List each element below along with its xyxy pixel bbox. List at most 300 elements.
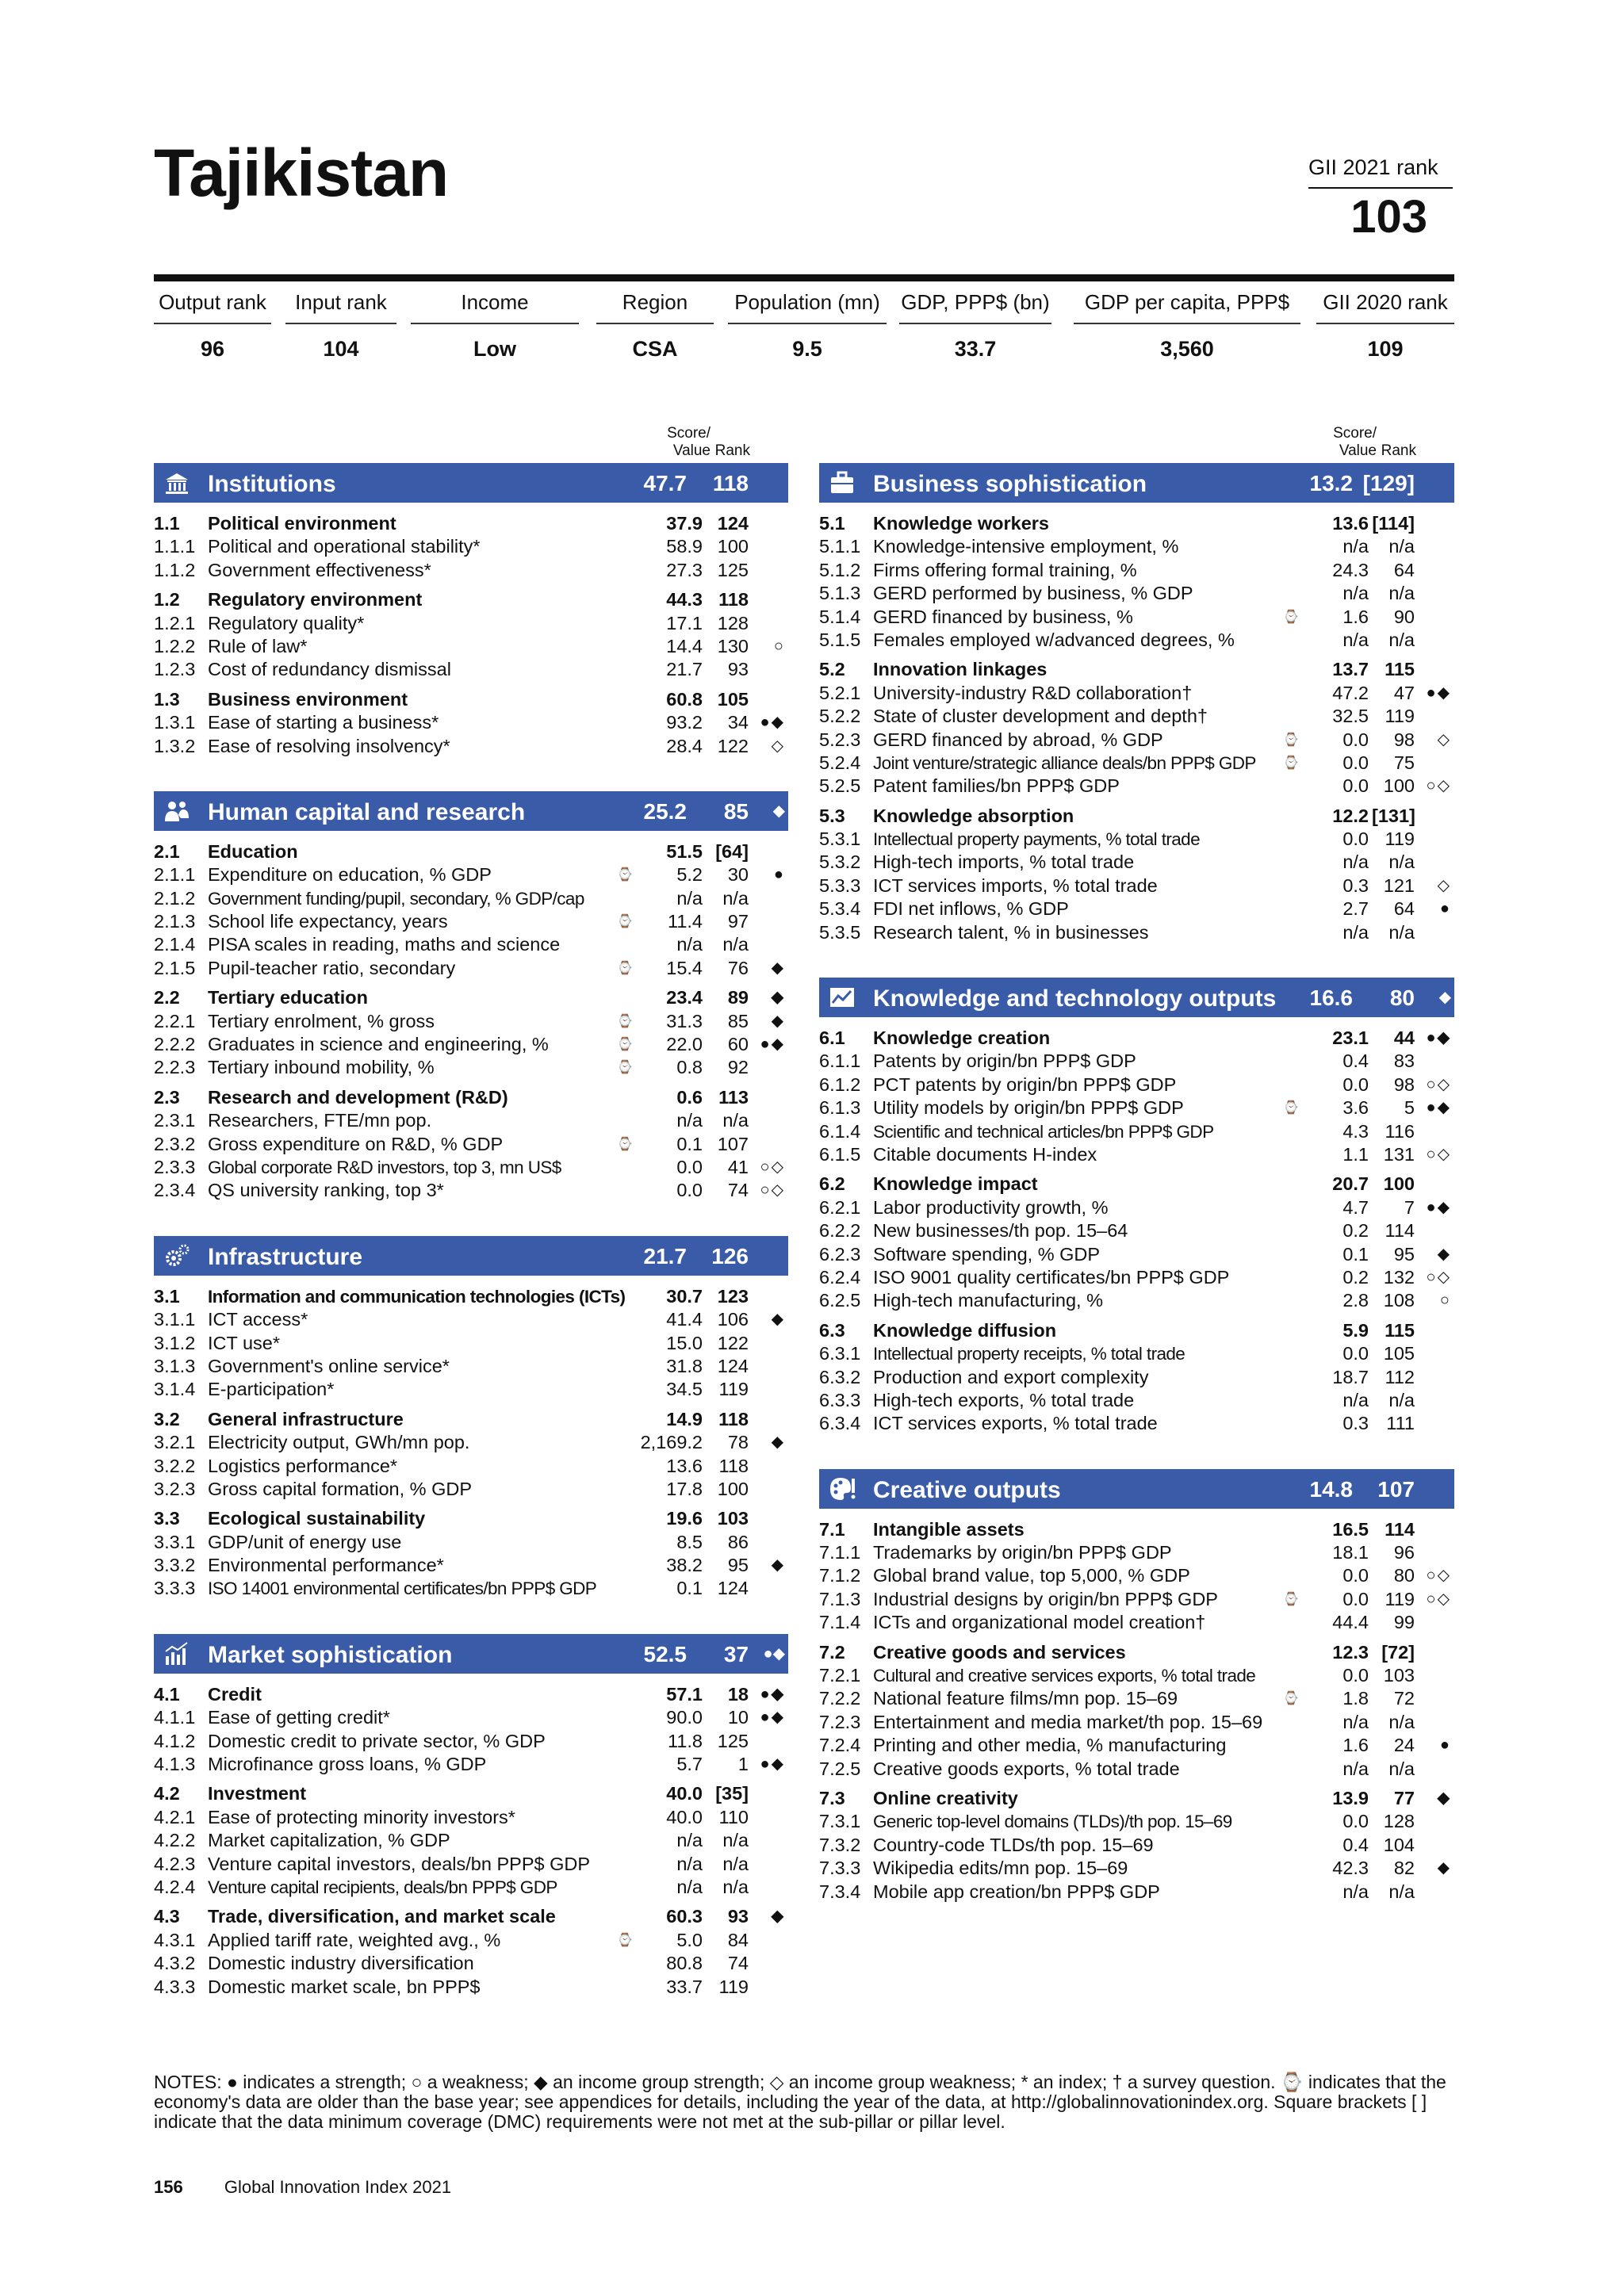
indicator-rank: [35] — [715, 1783, 749, 1804]
indicator-rank: 104 — [1383, 1834, 1415, 1855]
rank-header: Rank — [714, 442, 750, 459]
pillar-score: 16.6 — [1309, 985, 1353, 1011]
indicator-name: Ease of resolving insolvency* — [208, 735, 450, 756]
indicator-rank: 124 — [717, 513, 749, 534]
indicator-rank: [64] — [715, 840, 749, 862]
indicator-rank: n/a — [1388, 536, 1415, 557]
indicator-rank: 84 — [727, 1929, 749, 1950]
indicator-row — [819, 775, 1454, 798]
indicator-name: Intellectual property payments, % total trade — [873, 829, 1200, 850]
indicator-rank: 121 — [1383, 874, 1415, 896]
indicator-row — [154, 1179, 788, 1202]
indicator-name: Labor productivity growth, % — [873, 1196, 1109, 1218]
indicator-name: Ease of getting credit* — [208, 1707, 390, 1728]
indicator-name: Gross capital formation, % GDP — [208, 1478, 473, 1499]
indicator-score: n/a — [1342, 851, 1369, 873]
indicator-rank: 128 — [717, 612, 749, 633]
indicator-row — [819, 1881, 1454, 1904]
indicator-code: 6.3.3 — [819, 1389, 861, 1410]
indicator-name: Software spending, % GDP — [873, 1243, 1101, 1265]
indicator-score: 0.0 — [1342, 1343, 1369, 1364]
indicator-code: 2.1.4 — [154, 934, 196, 955]
indicator-code: 4.2.4 — [154, 1876, 196, 1897]
pillar-rank: 80 — [1389, 985, 1415, 1011]
indicator-score: 0.0 — [1342, 1073, 1369, 1095]
indicator-rank: 77 — [1393, 1787, 1415, 1808]
indicator-row — [154, 1577, 788, 1600]
indicator-row — [154, 1730, 788, 1753]
stat-gdp-per-capita — [1074, 290, 1300, 362]
indicator-code: 7.2.3 — [819, 1711, 861, 1732]
indicator-code: 7.1.4 — [819, 1612, 861, 1633]
indicator-score: 11.4 — [668, 911, 703, 932]
indicator-row — [154, 1033, 788, 1056]
indicator-rank: n/a — [1388, 921, 1415, 943]
indicator-row — [154, 863, 788, 886]
indicator-code: 7.1.2 — [819, 1565, 861, 1586]
indicator-code: 6.2.5 — [819, 1290, 861, 1311]
subpillar-row — [819, 658, 1454, 681]
indicator-code: 1.3.2 — [154, 735, 196, 756]
indicator-rank: 113 — [718, 1086, 749, 1108]
indicator-code: 6.1.4 — [819, 1120, 861, 1142]
indicator-score: 0.1 — [676, 1133, 703, 1154]
indicator-name: ICT use* — [208, 1332, 280, 1353]
indicator-code: 2.1.2 — [154, 887, 196, 909]
indicator-name: University-industry R&D collaboration† — [873, 682, 1193, 703]
indicator-code: 1.2.1 — [154, 612, 196, 633]
indicator-rank: n/a — [1388, 851, 1415, 873]
indicator-rank: n/a — [722, 1876, 749, 1897]
indicator-row — [819, 1289, 1454, 1312]
indicator-code: 4.1.3 — [154, 1754, 196, 1775]
indicator-row — [819, 682, 1454, 705]
indicator-score: 31.8 — [666, 1355, 703, 1376]
indicator-row — [154, 1976, 788, 1999]
indicator-name: ISO 9001 quality certificates/bn PPP$ GDP — [873, 1266, 1230, 1288]
section-gap — [819, 1915, 1454, 1926]
indicator-name: Females employed w/advanced degrees, % — [873, 629, 1235, 650]
indicator-score: 1.6 — [1342, 606, 1369, 627]
section-gap — [154, 1214, 788, 1225]
indicator-name: Government's online service* — [208, 1355, 450, 1376]
indicator-code: 1.2.2 — [154, 635, 196, 656]
indicator-score: 37.9 — [666, 513, 703, 534]
indicator-row — [154, 1554, 788, 1577]
indicator-row — [154, 1876, 788, 1899]
indicator-row — [819, 1196, 1454, 1219]
briefcase-icon — [829, 469, 856, 496]
indicator-rank: 100 — [1383, 775, 1415, 797]
indicator-score: n/a — [1342, 1758, 1369, 1779]
indicator-name: Tertiary inbound mobility, % — [208, 1057, 435, 1078]
indicator-rank: 125 — [717, 559, 749, 580]
indicator-code: 3.1.3 — [154, 1355, 196, 1376]
subpillar-row — [154, 840, 788, 863]
indicator-name: Political and operational stability* — [208, 536, 481, 557]
indicator-rank: n/a — [722, 1853, 749, 1874]
indicator-score: 13.7 — [1332, 659, 1369, 680]
indicator-score: 22.0 — [666, 1034, 703, 1055]
indicator-code: 6.2 — [819, 1173, 845, 1195]
left-column — [154, 463, 788, 2032]
indicator-rank: 83 — [1393, 1050, 1415, 1072]
indicator-rank: 1 — [737, 1754, 749, 1775]
indicator-code: 7.3.2 — [819, 1834, 861, 1855]
indicator-score: 0.0 — [1342, 1565, 1369, 1586]
indicator-rank: 115 — [1385, 1319, 1415, 1341]
stat-income — [411, 290, 579, 362]
indicator-row — [154, 1455, 788, 1478]
stat-value: 33.7 — [954, 337, 997, 361]
indicator-rank: [72] — [1381, 1641, 1415, 1663]
indicator-score: 93.2 — [666, 712, 703, 733]
section-gap — [154, 769, 788, 780]
publication-title: Global Innovation Index 2021 — [224, 2177, 452, 2197]
indicator-score: n/a — [1342, 1881, 1369, 1902]
indicator-score: 23.4 — [666, 987, 703, 1008]
indicator-score: n/a — [676, 887, 703, 909]
indicator-code: 7.2.5 — [819, 1758, 861, 1779]
section-gap — [819, 1458, 1454, 1469]
indicator-code: 6.3.2 — [819, 1366, 861, 1387]
indicator-row — [154, 1156, 788, 1179]
column-header-left — [555, 425, 750, 460]
indicator-row — [819, 1412, 1454, 1435]
indicator-score: 13.9 — [1332, 1787, 1369, 1808]
indicator-row — [819, 729, 1454, 752]
indicator-name: Printing and other media, % manufacturing — [873, 1735, 1227, 1756]
indicator-row — [819, 1758, 1454, 1781]
indicator-code: 5.2.1 — [819, 682, 861, 703]
pillar-name: Business sophistication — [873, 471, 1147, 497]
indicator-name: Domestic credit to private sector, % GDP — [208, 1730, 546, 1751]
indicator-rank: n/a — [1388, 1389, 1415, 1410]
indicator-rank: 118 — [718, 589, 749, 610]
indicator-rank: 74 — [727, 1180, 749, 1201]
indicator-row — [154, 1706, 788, 1729]
indicator-rank: 41 — [727, 1156, 749, 1177]
pillar-name: Market sophistication — [208, 1641, 453, 1668]
indicator-row — [819, 705, 1454, 728]
pillar-rank: 37 — [723, 1641, 749, 1667]
indicator-score: 0.6 — [676, 1086, 703, 1108]
subpillar-row — [819, 1787, 1454, 1810]
indicator-row — [154, 1829, 788, 1852]
indicator-row — [154, 1355, 788, 1378]
indicator-score: 0.0 — [676, 1156, 703, 1177]
indicator-name: Information and communication technologies (ICTs) — [208, 1286, 626, 1307]
indicator-score: n/a — [1342, 629, 1369, 650]
indicator-score: 8.5 — [676, 1531, 703, 1552]
indicator-marks: ○ — [1439, 1292, 1451, 1310]
indicator-code: 2.2 — [154, 987, 180, 1008]
gii-rank-label: GII 2021 rank — [1308, 155, 1438, 179]
indicator-marks: ○◇ — [1426, 1268, 1451, 1286]
stat-population — [728, 290, 887, 362]
indicator-row — [154, 1133, 788, 1156]
indicator-rank: 75 — [1393, 752, 1415, 773]
indicator-name: Production and export complexity — [873, 1366, 1149, 1387]
pillar-score: 21.7 — [643, 1243, 687, 1269]
indicator-score: 32.5 — [1332, 706, 1369, 727]
indicator-name: National feature films/mn pop. 15–69 — [873, 1688, 1178, 1709]
indicator-rank: 119 — [718, 1976, 749, 1997]
indicator-code: 2.2.2 — [154, 1034, 196, 1055]
indicator-name: Industrial designs by origin/bn PPP$ GDP — [873, 1588, 1218, 1609]
indicator-score: 0.2 — [1342, 1266, 1369, 1288]
chart-bars-icon — [163, 1640, 190, 1667]
indicator-row — [819, 1366, 1454, 1389]
indicator-name: Ease of starting a business* — [208, 712, 439, 733]
indicator-row — [819, 1857, 1454, 1880]
indicator-code: 7.2.1 — [819, 1665, 861, 1686]
indicator-marks: ◆ — [771, 989, 785, 1007]
indicator-name: Wikipedia edits/mn pop. 15–69 — [873, 1858, 1128, 1879]
indicator-code: 4.3.3 — [154, 1976, 196, 1997]
indicator-code: 7.3 — [819, 1787, 845, 1808]
indicator-row — [819, 1664, 1454, 1687]
indicator-rank: 103 — [717, 1508, 749, 1529]
indicator-score: 0.1 — [676, 1578, 703, 1599]
indicator-name: Patents by origin/bn PPP$ GDP — [873, 1050, 1136, 1072]
stat-value: 3,560 — [1160, 337, 1214, 361]
older-data-icon: ⌚ — [617, 1061, 633, 1075]
indicator-name: PISA scales in reading, maths and science — [208, 934, 561, 955]
indicator-code: 4.3.1 — [154, 1929, 196, 1950]
indicator-code: 6.1.2 — [819, 1073, 861, 1095]
indicator-code: 3.3.1 — [154, 1531, 196, 1552]
stat-label: Input rank — [285, 290, 396, 324]
indicator-rank: 76 — [727, 957, 749, 978]
stat-region — [596, 290, 714, 362]
subpillar-row — [819, 1027, 1454, 1050]
indicator-name: ICT services imports, % total trade — [873, 874, 1158, 896]
section-gap — [154, 1203, 788, 1214]
section-gap — [154, 1601, 788, 1612]
indicator-rank: 96 — [1393, 1542, 1415, 1563]
indicator-code: 5.2.4 — [819, 752, 861, 773]
indicator-rank: n/a — [1388, 1758, 1415, 1779]
indicator-rank: 7 — [1404, 1196, 1415, 1218]
pillar-header — [154, 463, 788, 503]
indicator-row — [819, 606, 1454, 629]
indicator-code: 5.1.1 — [819, 536, 861, 557]
older-data-icon: ⌚ — [1283, 610, 1299, 624]
pillar-header — [154, 791, 788, 831]
subpillar-row — [154, 1408, 788, 1431]
indicator-rank: 47 — [1393, 682, 1415, 703]
pillar-name: Infrastructure — [208, 1243, 363, 1270]
indicator-rank: 97 — [727, 911, 749, 932]
indicator-row — [819, 1541, 1454, 1564]
pillar-name: Creative outputs — [873, 1476, 1061, 1503]
indicator-rank: 122 — [717, 735, 749, 756]
indicator-row — [819, 559, 1454, 582]
older-data-icon: ⌚ — [1283, 733, 1299, 747]
indicator-code: 7.3.3 — [819, 1858, 861, 1879]
indicator-rank: 30 — [727, 864, 749, 886]
indicator-rank: 119 — [1385, 828, 1415, 850]
indicator-code: 6.1.1 — [819, 1050, 861, 1072]
indicator-score: 1.6 — [1342, 1735, 1369, 1756]
indicator-rank: 90 — [1393, 606, 1415, 627]
indicator-code: 1.1.2 — [154, 559, 196, 580]
indicator-rank: 18 — [727, 1683, 749, 1705]
indicator-score: 40.0 — [666, 1783, 703, 1804]
indicator-name: GDP/unit of energy use — [208, 1531, 402, 1552]
indicator-marks: ●◆ — [1426, 683, 1451, 702]
pillar-header — [819, 978, 1454, 1017]
indicator-code: 5.3.3 — [819, 874, 861, 896]
indicator-name: Logistics performance* — [208, 1455, 398, 1476]
indicator-marks: ●◆ — [760, 1709, 785, 1727]
indicator-name: Microfinance gross loans, % GDP — [208, 1754, 487, 1775]
indicator-score: n/a — [1342, 1389, 1369, 1410]
indicator-row — [154, 535, 788, 558]
indicator-score: 42.3 — [1332, 1858, 1369, 1879]
pillar-score: 25.2 — [643, 798, 687, 824]
indicator-code: 5.1.2 — [819, 559, 861, 580]
indicator-rank: n/a — [722, 1830, 749, 1851]
indicator-code: 4.3.2 — [154, 1953, 196, 1974]
indicator-row — [819, 1734, 1454, 1757]
top-rule — [154, 274, 1454, 281]
indicator-row — [819, 1073, 1454, 1096]
indicator-code: 5.2.3 — [819, 729, 861, 750]
pillar-rank: [129] — [1362, 471, 1415, 496]
indicator-code: 2.3.3 — [154, 1156, 196, 1177]
indicator-score: 11.8 — [668, 1730, 703, 1751]
pillar-score: 14.8 — [1309, 1476, 1353, 1502]
indicator-code: 5.1.4 — [819, 606, 861, 627]
indicator-name: Patent families/bn PPP$ GDP — [873, 775, 1120, 797]
indicator-code: 4.2.1 — [154, 1806, 196, 1827]
indicator-code: 4.2.2 — [154, 1830, 196, 1851]
indicator-code: 6.1.5 — [819, 1143, 861, 1165]
indicator-name: Expenditure on education, % GDP — [208, 864, 492, 886]
indicator-marks: ◇ — [771, 737, 785, 755]
indicator-name: GERD financed by business, % — [873, 606, 1133, 627]
indicator-row — [154, 559, 788, 582]
indicator-code: 6.2.4 — [819, 1266, 861, 1288]
indicator-score: 13.6 — [1332, 513, 1369, 534]
indicator-code: 7.2.2 — [819, 1688, 861, 1709]
indicator-score: 24.3 — [1332, 559, 1369, 580]
gii-rank-divider — [1308, 187, 1453, 189]
indicator-marks: ◇ — [1437, 730, 1451, 748]
indicator-score: 44.3 — [666, 589, 703, 610]
indicator-score: n/a — [676, 934, 703, 955]
indicator-name: FDI net inflows, % GDP — [873, 898, 1069, 920]
indicator-rank: 112 — [1385, 1366, 1415, 1387]
indicator-code: 2.3.2 — [154, 1133, 196, 1154]
indicator-marks: ◆ — [771, 1556, 785, 1575]
indicator-name: Graduates in science and engineering, % — [208, 1034, 549, 1055]
older-data-icon: ⌚ — [1283, 756, 1299, 770]
indicator-rank: 105 — [717, 688, 749, 710]
indicator-name: Regulatory environment — [208, 589, 423, 610]
indicator-row — [819, 1050, 1454, 1073]
indicator-name: Pupil-teacher ratio, secondary — [208, 957, 456, 978]
indicator-rank: 95 — [727, 1555, 749, 1576]
indicator-code: 4.3 — [154, 1906, 180, 1927]
indicator-code: 5.3.1 — [819, 828, 861, 850]
indicator-score: 31.3 — [666, 1010, 703, 1031]
indicator-rank: 100 — [1383, 1173, 1415, 1195]
indicator-row — [819, 582, 1454, 605]
subpillar-row — [154, 1086, 788, 1109]
value-header: Value — [1339, 442, 1377, 459]
indicator-code: 5.2 — [819, 659, 845, 680]
subpillar-row — [154, 512, 788, 535]
indicator-code: 7.2.4 — [819, 1735, 861, 1756]
indicator-score: n/a — [676, 1876, 703, 1897]
indicator-rank: n/a — [1388, 583, 1415, 604]
stat-value: CSA — [632, 337, 678, 361]
indicator-marks: ◆ — [771, 1012, 785, 1030]
indicator-score: 80.8 — [666, 1953, 703, 1974]
indicator-rank: n/a — [722, 1110, 749, 1131]
indicator-code: 3.2.1 — [154, 1432, 196, 1453]
indicator-row — [154, 735, 788, 758]
indicator-score: 0.1 — [1342, 1243, 1369, 1265]
indicator-score: n/a — [1342, 1711, 1369, 1732]
indicator-code: 2.3 — [154, 1086, 180, 1108]
indicator-score: 0.8 — [676, 1057, 703, 1078]
indicator-row — [154, 658, 788, 681]
indicator-marks: ● — [1439, 1736, 1451, 1755]
indicator-name: Research and development (R&D) — [208, 1086, 508, 1108]
indicator-name: General infrastructure — [208, 1408, 404, 1429]
score-header: Score/ — [667, 425, 710, 442]
indicator-score: 0.0 — [1342, 1588, 1369, 1609]
indicator-code: 5.1.3 — [819, 583, 861, 604]
page-footer — [154, 2177, 451, 2198]
indicator-name: Government effectiveness* — [208, 559, 431, 580]
indicator-name: Ease of protecting minority investors* — [208, 1806, 515, 1827]
indicator-rank: 119 — [1385, 1588, 1415, 1609]
indicator-rank: 123 — [717, 1285, 749, 1307]
pillar-header — [819, 1469, 1454, 1509]
indicator-row — [819, 1611, 1454, 1634]
indicator-rank: 85 — [727, 1010, 749, 1031]
stat-gdp — [899, 290, 1051, 362]
indicator-name: PCT patents by origin/bn PPP$ GDP — [873, 1073, 1177, 1095]
indicator-code: 7.1 — [819, 1518, 845, 1540]
indicator-name: Mobile app creation/bn PPP$ GDP — [873, 1881, 1160, 1902]
indicator-name: ISO 14001 environmental certificates/bn PPP$ GDP — [208, 1578, 597, 1599]
indicator-name: High-tech imports, % total trade — [873, 851, 1135, 873]
older-data-icon: ⌚ — [617, 1014, 633, 1028]
older-data-icon: ⌚ — [617, 1038, 633, 1052]
stat-label: GII 2020 rank — [1316, 290, 1454, 324]
section-gap — [154, 1999, 788, 2010]
indicator-name: Country-code TLDs/th pop. 15–69 — [873, 1834, 1154, 1855]
indicator-rank: 128 — [1383, 1811, 1415, 1832]
indicator-code: 7.1.3 — [819, 1588, 861, 1609]
indicator-score: 60.3 — [666, 1906, 703, 1927]
indicator-marks: ○◇ — [760, 1158, 785, 1176]
indicator-name: High-tech manufacturing, % — [873, 1290, 1103, 1311]
indicator-code: 2.3.4 — [154, 1180, 196, 1201]
indicator-rank: [114] — [1372, 513, 1415, 534]
indicator-marks: ●◆ — [760, 1755, 785, 1774]
indicator-score: 27.3 — [666, 559, 703, 580]
indicator-score: 51.5 — [666, 840, 703, 862]
indicator-code: 3.1.4 — [154, 1379, 196, 1400]
indicator-score: 0.2 — [1342, 1220, 1369, 1242]
